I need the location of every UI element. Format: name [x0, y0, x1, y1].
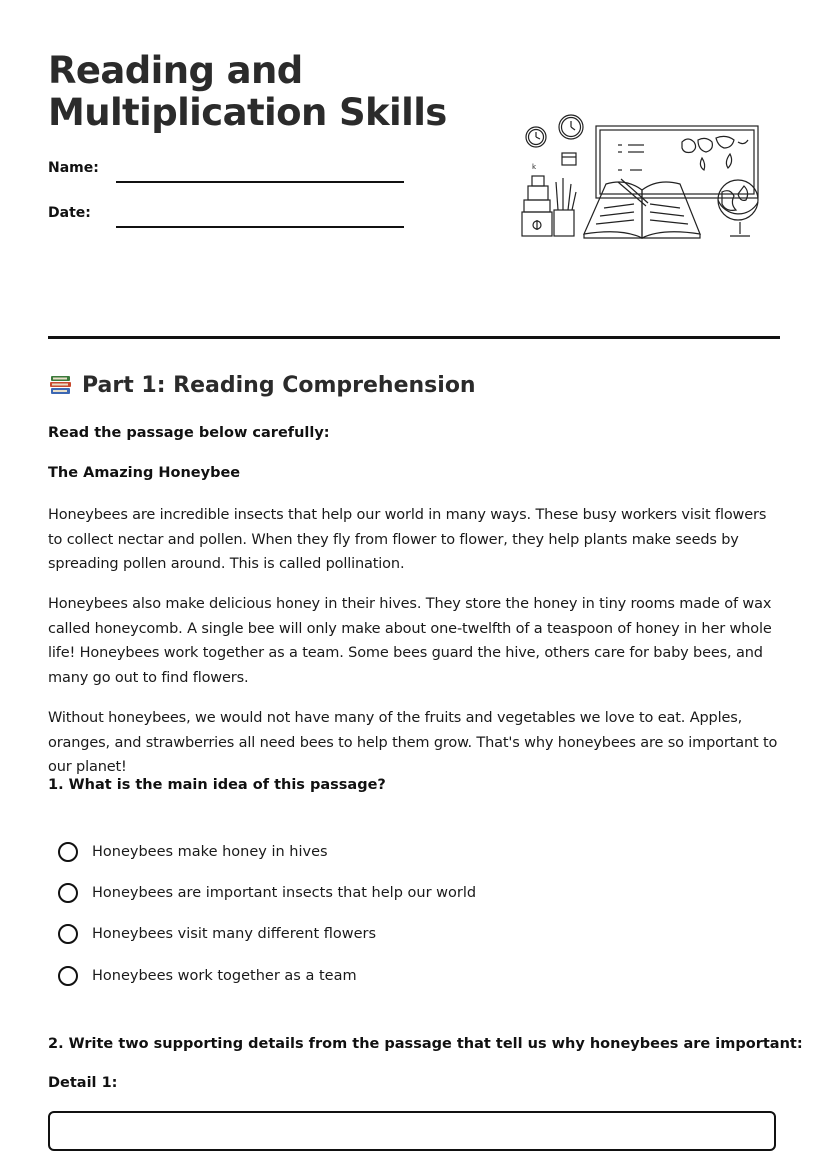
detail-1-label: Detail 1:	[48, 1075, 118, 1091]
radio-button[interactable]	[58, 924, 78, 944]
option-label: Honeybees are important insects that help our world	[92, 885, 477, 901]
radio-button[interactable]	[58, 883, 78, 903]
question-2-prompt: 2. Write two supporting details from the passage that tell us why honeybees are important:	[48, 1036, 803, 1052]
name-line[interactable]	[116, 181, 404, 183]
option-label: Honeybees visit many different flowers	[92, 926, 377, 942]
option-label: Honeybees work together as a team	[92, 968, 357, 984]
worksheet-title	[48, 50, 447, 134]
radio-button[interactable]	[58, 842, 78, 862]
svg-text:k: k	[532, 163, 537, 171]
answer-option[interactable]	[58, 964, 357, 988]
part1-title: Part 1: Reading Comprehension	[82, 372, 476, 398]
answer-option[interactable]	[58, 881, 476, 905]
passage-title: The Amazing Honeybee	[48, 465, 241, 481]
title-line-1: Reading and	[48, 49, 303, 92]
reading-instruction: Read the passage below carefully:	[48, 425, 330, 441]
passage-paragraph-1: Honeybees are incredible insects that help our world in many ways. These busy workers visit flowers to collect nectar and pollen. When they fly from flower to flower, they help plants make seeds by spreading pollen around. This is called pollination.	[48, 507, 767, 572]
detail-1-answer-box[interactable]	[48, 1111, 776, 1151]
radio-button[interactable]	[58, 966, 78, 986]
passage-paragraph-3: Without honeybees, we would not have many of the fruits and vegetables we love to eat. Apples, oranges, and strawberries all need bees to help them grow. That's why honeybees are so important to our planet!	[48, 710, 778, 775]
date-label: Date:	[48, 205, 91, 221]
answer-option[interactable]	[58, 922, 376, 946]
option-label: Honeybees make honey in hives	[92, 844, 328, 860]
date-line[interactable]	[116, 226, 404, 228]
answer-option[interactable]	[58, 840, 328, 864]
title-line-2: Multiplication Skills	[48, 91, 447, 134]
date-field[interactable]	[48, 205, 408, 235]
books-icon	[48, 372, 74, 398]
name-field[interactable]	[48, 160, 408, 190]
part1-heading	[48, 372, 476, 398]
section-divider	[48, 336, 780, 339]
name-label: Name:	[48, 160, 99, 176]
passage-paragraph-2: Honeybees also make delicious honey in their hives. They store the honey in tiny rooms made of wax called honeycomb. A single bee will only make about one-twelfth of a teaspoon of honey in her whole life! Honeybees work together as a team. Some bees guard the hive, others care for baby bees, and many go out to find flowers.	[48, 596, 772, 686]
classroom-illustration	[518, 112, 762, 242]
question-1-prompt: 1. What is the main idea of this passage?	[48, 777, 386, 793]
